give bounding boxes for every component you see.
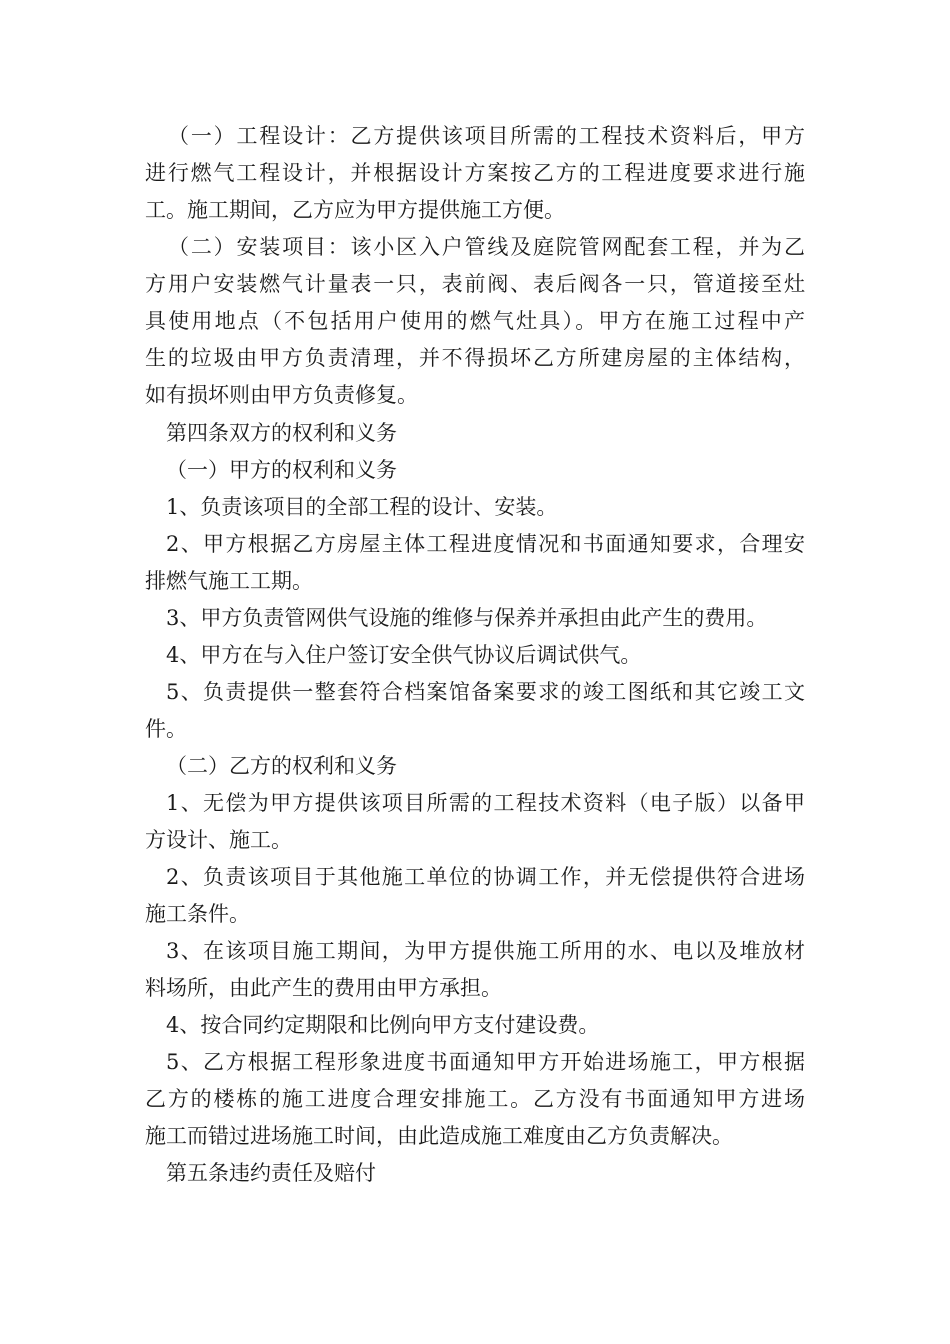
line-text: 件。 — [145, 717, 187, 741]
line-text: 料场所，由此产生的费用由甲方承担。 — [145, 976, 502, 1000]
list-item-continuation — [0, 1081, 950, 1118]
section-heading — [166, 452, 397, 489]
line-text: 施工条件。 — [145, 902, 250, 926]
list-item — [0, 785, 950, 822]
article-heading — [166, 1155, 376, 1192]
article-heading — [166, 415, 397, 452]
line-text: 生的垃圾由甲方负责清理，并不得损坏乙方所建房屋的主体结构， — [145, 346, 807, 370]
list-item-continuation — [145, 1118, 733, 1155]
list-item — [0, 1044, 950, 1081]
paragraph-line — [0, 229, 950, 266]
list-item — [0, 859, 950, 896]
list-item — [0, 526, 950, 563]
line-text: 进行燃气工程设计，并根据设计方案按乙方的工程进度要求进行施 — [145, 161, 807, 185]
line-text: 4、甲方在与入住户签订安全供气协议后调试供气。 — [166, 643, 642, 667]
line-text: （一）工程设计：乙方提供该项目所需的工程技术资料后，甲方 — [168, 124, 807, 148]
paragraph-line — [145, 192, 565, 229]
line-text: 乙方的楼栋的施工进度合理安排施工。乙方没有书面通知甲方进场 — [145, 1087, 807, 1111]
list-item — [166, 637, 641, 674]
heading-text: （二）乙方的权利和义务 — [166, 754, 397, 778]
paragraph-line — [0, 303, 950, 340]
section-heading — [166, 748, 397, 785]
paragraph-line — [0, 266, 950, 303]
paragraph-line — [0, 155, 950, 192]
line-text: 2、甲方根据乙方房屋主体工程进度情况和书面通知要求，合理安 — [166, 532, 807, 556]
list-item-continuation — [145, 896, 250, 933]
list-item — [0, 674, 950, 711]
line-text: （二）安装项目：该小区入户管线及庭院管网配套工程，并为乙 — [168, 235, 807, 259]
line-text: 2、负责该项目于其他施工单位的协调工作，并无偿提供符合进场 — [166, 865, 807, 889]
line-text: 3、甲方负责管网供气设施的维修与保养并承担由此产生的费用。 — [166, 606, 768, 630]
list-item — [166, 489, 557, 526]
line-text: 排燃气施工工期。 — [145, 569, 313, 593]
line-text: 方用户安装燃气计量表一只，表前阀、表后阀各一只，管道接至灶 — [145, 272, 807, 296]
line-text: 1、无偿为甲方提供该项目所需的工程技术资料（电子版）以备甲 — [166, 791, 807, 815]
line-text: 方设计、施工。 — [145, 828, 292, 852]
line-text: 如有损坏则由甲方负责修复。 — [145, 383, 418, 407]
paragraph-line — [0, 118, 950, 155]
list-item-continuation — [145, 711, 187, 748]
line-text: 5、乙方根据工程形象进度书面通知甲方开始进场施工，甲方根据 — [166, 1050, 807, 1074]
line-text: 施工而错过进场施工时间，由此造成施工难度由乙方负责解决。 — [145, 1124, 733, 1148]
heading-text: （一）甲方的权利和义务 — [166, 458, 397, 482]
list-item — [0, 933, 950, 970]
line-text: 4、按合同约定期限和比例向甲方支付建设费。 — [166, 1013, 600, 1037]
line-text: 工。施工期间，乙方应为甲方提供施工方便。 — [145, 198, 565, 222]
line-text: 1、负责该项目的全部工程的设计、安装。 — [166, 495, 558, 519]
list-item — [166, 600, 767, 637]
paragraph-line — [0, 340, 950, 377]
line-text: 5、负责提供一整套符合档案馆备案要求的竣工图纸和其它竣工文 — [166, 680, 807, 704]
line-text: 具使用地点（不包括用户使用的燃气灶具）。甲方在施工过程中产 — [145, 309, 808, 333]
paragraph-line — [145, 377, 418, 414]
line-text: 3、在该项目施工期间，为甲方提供施工所用的水、电以及堆放材 — [166, 939, 807, 963]
heading-text: 第四条双方的权利和义务 — [166, 421, 397, 445]
list-item-continuation — [145, 563, 313, 600]
list-item-continuation — [145, 822, 292, 859]
list-item — [166, 1007, 599, 1044]
heading-text: 第五条违约责任及赔付 — [166, 1161, 376, 1185]
list-item-continuation — [145, 970, 502, 1007]
